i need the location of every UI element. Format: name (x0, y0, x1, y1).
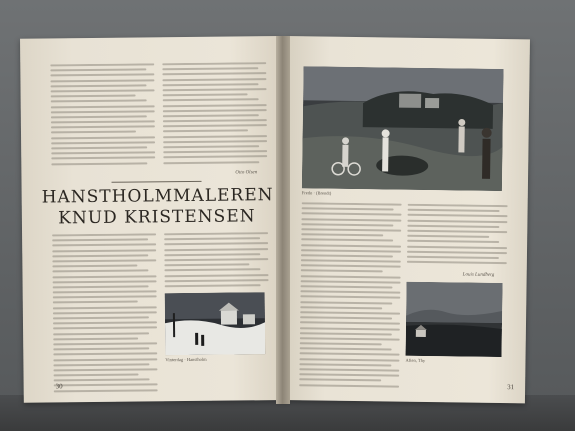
text-line (52, 233, 156, 236)
text-line (300, 322, 400, 325)
text-line (53, 342, 157, 345)
text-line (163, 135, 267, 138)
text-line (163, 145, 259, 148)
text-line (51, 131, 136, 134)
text-line (53, 311, 157, 314)
text-line (53, 290, 157, 293)
text-line (164, 258, 268, 261)
text-line (51, 152, 155, 155)
text-line (53, 322, 157, 325)
text-line (52, 265, 137, 268)
text-line (51, 162, 147, 165)
text-line (51, 120, 155, 123)
text-line (51, 105, 155, 108)
text-line (301, 264, 401, 267)
text-line (53, 327, 157, 330)
text-line (51, 95, 136, 98)
text-line (163, 130, 248, 133)
text-line (300, 311, 400, 314)
text-line (300, 316, 392, 319)
text-line (53, 306, 157, 309)
text-line (52, 275, 156, 278)
text-line (300, 342, 382, 345)
text-line (52, 270, 148, 273)
text-line (301, 270, 383, 273)
text-line (407, 261, 507, 264)
text-line (407, 235, 489, 238)
headline-line-1: HANSTHOLMMALEREN (41, 185, 274, 208)
page-number-right: 31 (507, 383, 515, 392)
text-line (51, 141, 155, 144)
text-line (54, 389, 158, 392)
right-page-column-1 (299, 202, 402, 393)
headline-line-2: KNUD KRISTENSEN (58, 206, 256, 229)
text-line (300, 332, 392, 335)
text-line (164, 243, 268, 246)
text-line (52, 249, 156, 252)
text-line (163, 114, 259, 117)
text-line (164, 232, 268, 235)
text-line (300, 337, 400, 340)
left-page (20, 36, 286, 403)
text-line (302, 207, 394, 210)
text-line (51, 89, 155, 92)
text-line (408, 204, 508, 207)
text-line (163, 93, 248, 96)
text-line (299, 368, 399, 371)
left-page-bottom-column-1 (52, 233, 158, 398)
text-line (301, 280, 401, 283)
text-line (52, 254, 148, 257)
text-line (51, 157, 155, 160)
text-line (50, 74, 154, 77)
text-line (53, 280, 157, 283)
text-line (162, 78, 266, 81)
text-line (299, 363, 391, 366)
caption-right-image-1: Fredo · (Brendt) (301, 190, 332, 196)
text-line (301, 244, 401, 247)
text-line (163, 109, 267, 112)
text-line (164, 274, 268, 277)
text-line (301, 223, 393, 226)
text-line (301, 239, 393, 242)
text-line (162, 83, 258, 86)
text-line (53, 301, 138, 304)
text-line (302, 202, 402, 205)
text-line (50, 63, 154, 66)
text-line (51, 84, 147, 87)
text-line (163, 119, 267, 122)
headline-rule-top (112, 181, 202, 183)
text-line (163, 140, 267, 143)
text-line (163, 124, 267, 127)
text-line (53, 316, 149, 319)
text-line (301, 218, 401, 221)
text-line (51, 100, 147, 103)
text-line (300, 296, 400, 299)
text-line (299, 384, 399, 387)
left-page-top-column-1 (50, 63, 155, 172)
article-headline (42, 186, 272, 228)
text-line (164, 237, 260, 240)
open-magazine (14, 36, 534, 406)
right-page-column-2 (407, 204, 508, 271)
text-line (52, 259, 156, 262)
text-line (408, 209, 500, 212)
text-line (163, 156, 267, 159)
text-line (52, 244, 156, 247)
text-line (300, 301, 392, 304)
left-page-bottom-column-2 (164, 232, 269, 291)
text-line (53, 368, 157, 371)
text-line (51, 115, 147, 118)
text-line (162, 67, 258, 70)
caption-left-image: Vinterdag · Hanstholm (165, 356, 207, 363)
text-line (407, 214, 507, 217)
text-line (165, 279, 269, 282)
text-line (53, 348, 149, 351)
signature-right: Louis Lundberg (462, 272, 495, 278)
magazine-spine (276, 36, 290, 404)
signature-left: Otto Olsen (235, 170, 258, 176)
text-line (300, 306, 382, 309)
text-line (162, 73, 266, 76)
text-line (54, 379, 150, 382)
text-line (51, 146, 147, 149)
text-line (53, 363, 149, 366)
text-line (300, 327, 400, 330)
text-line (54, 384, 158, 387)
text-line (301, 254, 393, 257)
text-line (407, 224, 499, 227)
landscape-painting-figures (302, 66, 504, 191)
text-line (300, 290, 400, 293)
left-page-top-column-2 (162, 62, 267, 171)
text-line (54, 374, 139, 377)
text-line (53, 285, 149, 288)
text-line (164, 269, 260, 272)
text-line (302, 213, 402, 216)
text-line (407, 240, 499, 243)
text-line (53, 358, 157, 361)
text-line (164, 248, 268, 251)
text-line (51, 110, 155, 113)
text-line (52, 239, 148, 242)
text-line (163, 104, 267, 107)
text-line (301, 275, 401, 278)
text-line (164, 253, 260, 256)
text-line (50, 79, 154, 82)
evening-painting (406, 282, 503, 357)
text-line (53, 296, 157, 299)
text-line (301, 233, 383, 236)
caption-right-image-2: Aften, Thy (405, 357, 426, 363)
text-line (300, 347, 392, 350)
text-line (50, 69, 146, 72)
text-line (164, 263, 249, 266)
text-line (51, 126, 155, 129)
text-line (407, 219, 507, 222)
text-line (300, 353, 400, 356)
text-line (163, 88, 267, 91)
winter-painting (165, 292, 266, 355)
text-line (299, 379, 381, 382)
text-line (407, 245, 507, 248)
text-line (51, 136, 155, 139)
text-line (163, 161, 259, 164)
text-line (53, 332, 149, 335)
text-line (301, 259, 401, 262)
text-line (299, 358, 399, 361)
text-line (301, 228, 401, 231)
text-line (53, 337, 138, 340)
text-line (407, 230, 507, 233)
text-line (300, 285, 392, 288)
text-line (162, 62, 266, 65)
text-line (301, 249, 401, 252)
text-line (407, 256, 499, 259)
text-line (53, 353, 157, 356)
text-line (299, 373, 399, 376)
text-line (163, 150, 267, 153)
text-line (165, 284, 261, 287)
right-page (281, 36, 530, 403)
page-number-left: 30 (55, 382, 63, 391)
text-line (163, 99, 259, 102)
text-line (407, 250, 507, 253)
